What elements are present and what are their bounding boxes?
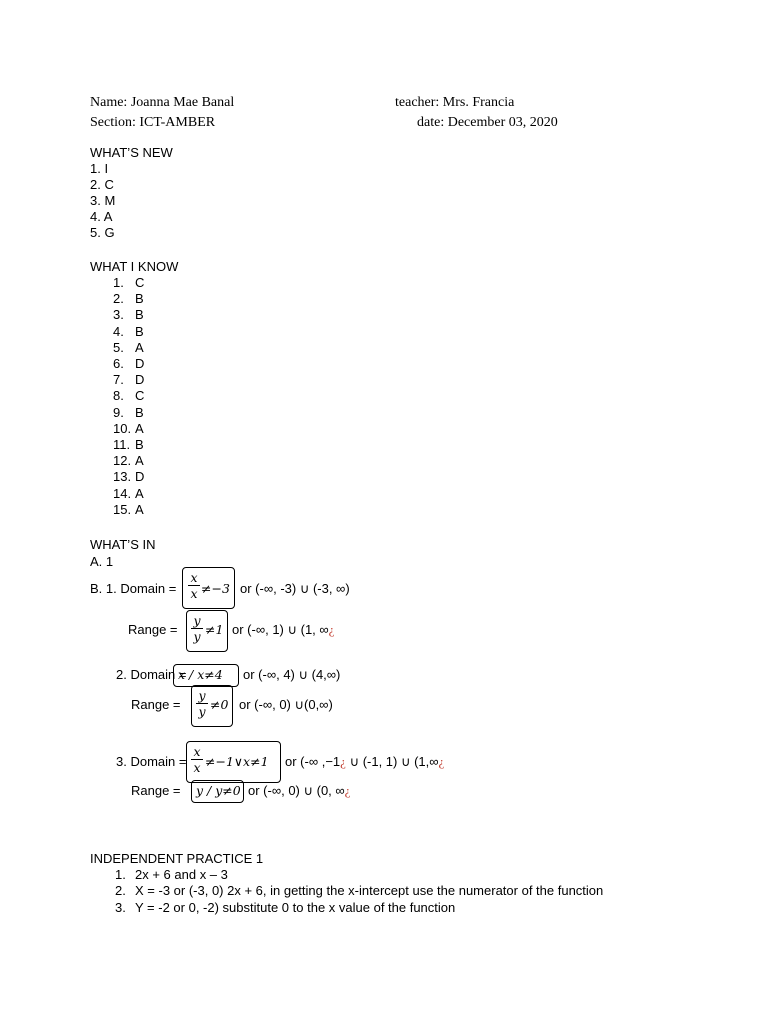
what-i-know-answer: A <box>135 420 144 436</box>
whats-new-item: 4. A <box>90 209 113 224</box>
what-i-know-number: 10. <box>113 420 132 436</box>
whats-new-item: 5. G <box>90 225 115 240</box>
b1-range-condition: ≠1 <box>205 622 224 637</box>
b3-domain-numerator: x <box>193 744 201 759</box>
practice-item: 2x + 6 and x – 3 <box>135 867 228 882</box>
what-i-know-answer: B <box>135 291 144 307</box>
practice-number: 1. <box>115 867 126 882</box>
b2-range-condition: ≠0 <box>210 697 229 712</box>
what-i-know-number: 13. <box>113 469 132 485</box>
what-i-know-answer: A <box>135 501 144 517</box>
b3-domain-interval: or (-∞ ,−1¿ ∪ (-1, 1) ∪ (1,∞¿ <box>285 754 445 769</box>
what-i-know-answer: A <box>135 453 144 469</box>
b3-domain-denominator: x <box>193 760 201 775</box>
b3-range-label: Range = <box>131 783 181 798</box>
what-i-know-number: 12. <box>113 453 132 469</box>
b3-domain-condition: ≠−1∨x≠1 <box>205 754 269 769</box>
what-i-know-answer: D <box>135 372 145 388</box>
b1-range-fraction <box>191 613 203 644</box>
b2-range-numerator: y <box>198 688 206 703</box>
practice-item: Y = -2 or 0, -2) substitute 0 to the x value of the function <box>135 900 456 915</box>
what-i-know-answer: A <box>135 339 144 355</box>
whats-new-item: 2. C <box>90 177 114 192</box>
b1-domain-numerator: x <box>190 570 198 585</box>
b2-domain-set: x / x≠4 <box>178 667 223 682</box>
what-i-know-answer: B <box>135 323 144 339</box>
b1-range-label: Range = <box>128 622 178 637</box>
student-name: Name: Joanna Mae Banal <box>90 95 235 110</box>
whats-new-item: 3. M <box>90 193 116 208</box>
b1-domain-label: B. 1. Domain = <box>90 581 177 596</box>
what-i-know-number: 8. <box>113 388 124 404</box>
what-i-know-answer: A <box>135 485 144 501</box>
b2-range-fraction <box>196 688 208 719</box>
practice-number: 3. <box>115 900 126 915</box>
whats-in-heading: WHAT’S IN <box>90 537 156 552</box>
b2-domain-interval: or (-∞, 4) ∪ (4,∞) <box>243 667 341 682</box>
practice-number: 2. <box>115 883 126 898</box>
b1-domain-fraction <box>188 570 200 601</box>
whats-new-item: 1. I <box>90 161 109 176</box>
practice-item: X = -3 or (-3, 0) 2x + 6, in getting the x-intercept use the numerator of the function <box>135 883 604 898</box>
whats-new-heading: WHAT’S NEW <box>90 145 173 160</box>
what-i-know-answer: D <box>135 356 145 371</box>
what-i-know-answer: B <box>135 307 144 323</box>
teacher-name: teacher: Mrs. Francia <box>395 95 515 110</box>
what-i-know-number: 6. <box>113 356 124 371</box>
b2-range-denominator: y <box>198 704 206 719</box>
date: date: December 03, 2020 <box>417 115 558 130</box>
what-i-know-answer: C <box>135 388 145 404</box>
b1-domain-interval: or (-∞, -3) ∪ (-3, ∞) <box>240 581 350 596</box>
what-i-know-answer: B <box>135 437 144 452</box>
what-i-know-number: 7. <box>113 372 124 388</box>
b3-domain-label: 3. Domain = <box>116 754 187 769</box>
what-i-know-number: 11. <box>113 437 131 452</box>
b1-range-interval: or (-∞, 1) ∪ (1, ∞¿ <box>232 622 335 637</box>
independent-practice-heading: INDEPENDENT PRACTICE 1 <box>90 851 264 866</box>
b3-domain-mark: ¿ <box>340 754 346 769</box>
b1-domain-condition: ≠−3 <box>201 581 230 596</box>
what-i-know-heading: WHAT I KNOW <box>90 259 179 274</box>
what-i-know-number: 9. <box>113 404 124 420</box>
b1-domain-denominator: x <box>190 586 198 601</box>
b2-range-label: Range = <box>131 697 181 712</box>
b3-domain-fraction <box>191 744 203 775</box>
b1-range-numerator: y <box>193 613 201 628</box>
what-i-know-number: 1. <box>113 275 124 290</box>
what-i-know-number: 14. <box>113 485 132 501</box>
b3-domain-mark: ¿ <box>438 754 445 769</box>
b1-range-mark: ¿ <box>328 622 335 637</box>
b2-domain-label: 2. Domain = <box>116 667 187 682</box>
what-i-know-answer: D <box>135 469 145 485</box>
b1-range-denominator: y <box>193 629 201 644</box>
b3-range-interval: or (-∞, 0) ∪ (0, ∞¿ <box>248 783 351 798</box>
what-i-know-number: 4. <box>113 323 124 339</box>
what-i-know-number: 3. <box>113 307 124 323</box>
b3-range-set: y / y≠0 <box>196 783 241 798</box>
what-i-know-number: 15. <box>113 501 132 517</box>
what-i-know-number: 2. <box>113 291 124 307</box>
what-i-know-answer: C <box>135 275 145 290</box>
section: Section: ICT-AMBER <box>90 115 216 130</box>
b2-range-interval: or (-∞, 0) ∪(0,∞) <box>239 697 333 712</box>
what-i-know-answer: B <box>135 404 144 420</box>
b3-range-mark: ¿ <box>344 783 351 798</box>
whats-in-a: A. 1 <box>90 554 114 569</box>
what-i-know-number: 5. <box>113 339 124 355</box>
